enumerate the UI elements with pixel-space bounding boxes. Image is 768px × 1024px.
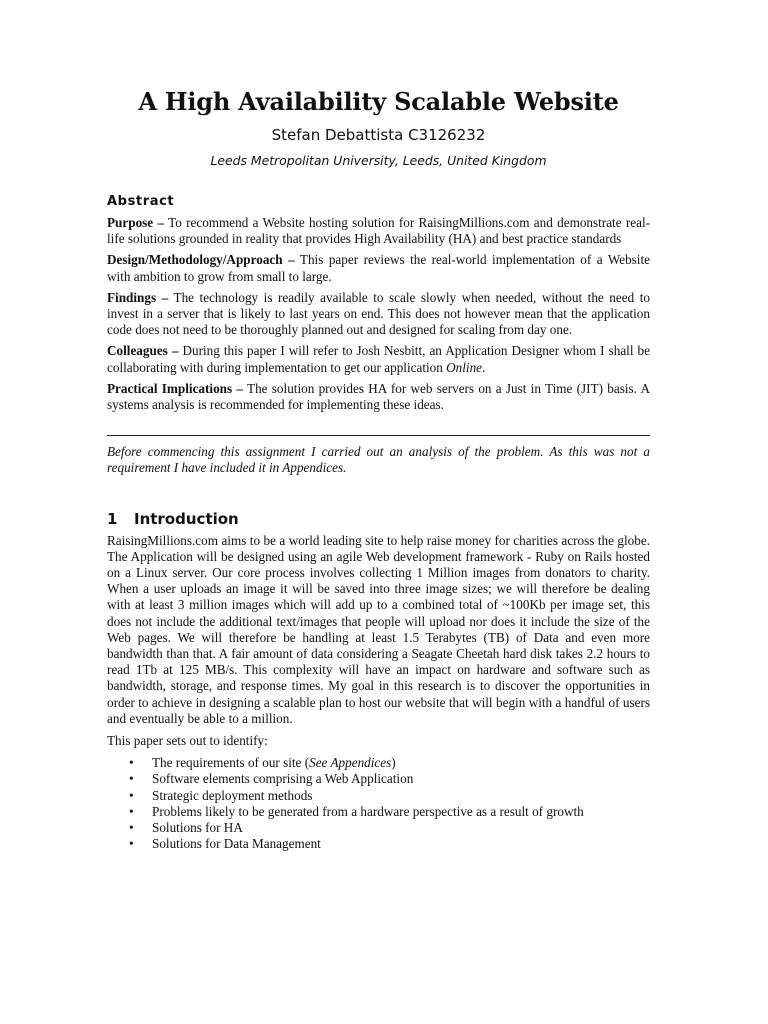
paper-title: A High Availability Scalable Website xyxy=(138,87,619,116)
bullet-icon: • xyxy=(129,771,134,787)
bullet-icon: • xyxy=(129,787,134,803)
section-title: Introduction xyxy=(134,509,239,528)
abstract-emphasis: Online xyxy=(446,359,483,375)
abstract-design xyxy=(107,252,650,284)
introduction-paragraph: RaisingMillions.com aims to be a world leading site to help raise money for charities across the globe. The Application will be designed using an agile Web development framework - Ruby on Rails hosted on a Linux server. Our core process involves collecting 1 Million images from donators to charity. When a user uploads an image it will be saved into three image sizes; we will therefore be dealing with at least 3 million images which will add up to a combined total of ~100Kb per image set, this does not include the additional text/images that people will upload nor does it include the size of the Web pages. We will therefore be handling at least 1.5 Terabytes (TB) of Data and even more bandwidth than that. A fair amount of data considering a Seagate Cheetah hard disk takes 2.2 hours to read 1Tb at 125 MB/s. This complexity will have an impact on hardware and software such as bandwidth, storage, and response times. My goal in this research is to discover the opportunities in order to achieve in designing a scalable plan to host our website that will begin with a handful of users and eventually be able to a million. xyxy=(107,532,650,726)
abstract-text: The technology is readily available to scale slowly when needed, without the need to invest in a server that is likely to last years on end. This does not however mean that the application code does not need to be thoroughly planned out and designed for scaling from day one. xyxy=(107,289,650,338)
bullet-icon: • xyxy=(129,803,134,819)
abstract-text: To recommend a Website hosting solution for RaisingMillions.com and demonstrate real-life solutions grounded in reality that provides High Availability (HA) and best practice standards xyxy=(107,215,651,247)
affiliation-line: Leeds Metropolitan University, Leeds, United Kingdom xyxy=(210,153,547,168)
objectives-list xyxy=(107,755,650,852)
list-item-text: The requirements of our site ( xyxy=(152,755,310,771)
list-lead: This paper sets out to identify: xyxy=(107,733,268,749)
bullet-icon: • xyxy=(129,755,134,771)
list-item-text: Software elements comprising a Web Application xyxy=(152,771,414,787)
abstract-label: Purpose – xyxy=(107,215,165,230)
list-item-text: Solutions for HA xyxy=(152,820,243,836)
list-item-emphasis: See Appendices xyxy=(309,755,392,771)
abstract-tail: . xyxy=(482,359,486,375)
bullet-icon: • xyxy=(129,836,134,852)
abstract-heading: Abstract xyxy=(107,194,175,209)
abstract-implications xyxy=(107,381,650,413)
abstract-label: Findings – xyxy=(107,289,169,305)
abstract-text: During this paper I will refer to Josh Nesbitt, an Application Designer whom I shall be collaborating with during implementation to get our application xyxy=(107,343,651,375)
list-item xyxy=(129,787,650,804)
list-item-text: Solutions for Data Management xyxy=(152,836,321,852)
list-item xyxy=(129,820,650,836)
list-item xyxy=(129,803,650,820)
list-item xyxy=(129,836,650,852)
abstract-colleagues xyxy=(107,343,650,375)
section-heading-introduction xyxy=(107,508,650,530)
list-item-tail: ) xyxy=(391,755,396,771)
bullet-icon: • xyxy=(129,820,134,836)
list-item-text: Problems likely to be generated from a hardware perspective as a result of growth xyxy=(152,803,584,819)
list-item-text: Strategic deployment methods xyxy=(152,787,313,803)
abstract-purpose xyxy=(107,215,650,247)
abstract-label: Design/Methodology/Approach – xyxy=(107,252,295,268)
author-line: Stefan Debattista C3126232 xyxy=(271,126,486,144)
abstract-text: This paper reviews the real-world implementation of a Website with ambition to grow from small to large. xyxy=(107,252,650,284)
section-divider xyxy=(107,435,650,436)
abstract-label: Colleagues – xyxy=(107,343,179,359)
section-number: 1 xyxy=(107,509,118,528)
appendix-note: Before commencing this assignment I carried out an analysis of the problem. As this was not a requirement I have included it in Appendices. xyxy=(107,444,650,476)
list-item xyxy=(129,771,650,787)
abstract-findings xyxy=(107,290,650,339)
list-item xyxy=(129,755,650,771)
abstract-text: The solution provides HA for web servers on a Just in Time (JIT) basis. A systems analysis is recommended for implementing these ideas. xyxy=(107,380,650,413)
abstract-label: Practical Implications – xyxy=(107,380,243,396)
